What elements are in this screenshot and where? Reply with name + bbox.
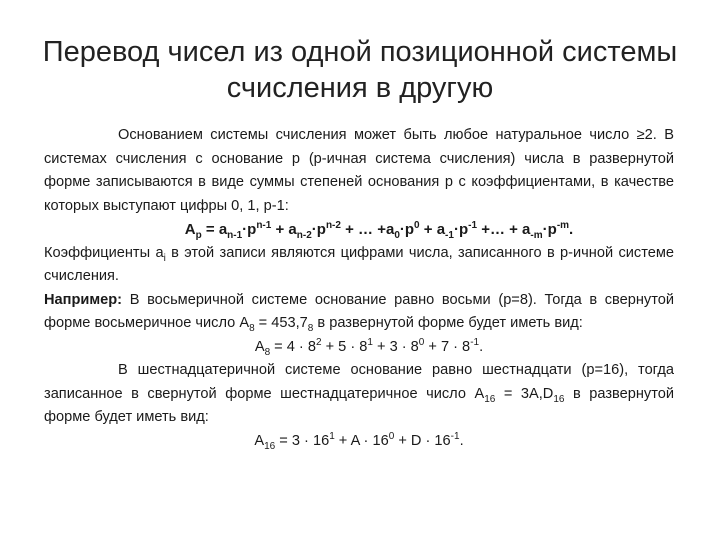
formula-sub: n-2	[296, 230, 312, 241]
formula-text: + a	[271, 221, 297, 238]
formula-exp: -m	[556, 220, 570, 231]
formula-text: + D · 16	[394, 432, 451, 449]
formula-exp: 0	[418, 336, 425, 348]
slide-title	[20, 34, 700, 106]
text-run: = 453,7	[254, 315, 308, 331]
formula-text: = 4 · 8	[270, 338, 316, 355]
text-run: в развернутой форме будет иметь вид:	[44, 385, 674, 425]
text-sub: 16	[484, 393, 496, 405]
formula-text: +… + a	[477, 221, 531, 238]
text-run: в развернутой форме будет иметь вид:	[313, 315, 583, 331]
formula-sub: -m	[530, 230, 543, 241]
formula-sub: n-1	[227, 230, 243, 241]
example-label: Например:	[44, 291, 123, 308]
formula-octal	[44, 336, 674, 360]
title-line-1: Перевод чисел из одной позиционной системы	[42, 36, 678, 68]
formula-exp: 2	[315, 336, 322, 348]
text-run: В шестнадцатеричной системе основание равно шестнадцати (р=16), тогда записанное в свернутой форме шестнадцатеричное число A	[44, 362, 674, 402]
formula-exp: n-1	[256, 220, 272, 231]
paragraph-coefficients	[44, 242, 674, 289]
formula-var: A	[254, 432, 265, 449]
formula-exp: 1	[367, 336, 373, 348]
formula-text: .	[569, 221, 574, 238]
formula-sub: -1	[445, 230, 454, 241]
formula-exp: 0	[414, 220, 420, 231]
formula-exp: n-2	[325, 220, 341, 231]
formula-text: + a	[419, 221, 446, 238]
paragraph-hex-example	[44, 359, 674, 430]
formula-exp: -1	[470, 336, 480, 348]
paragraph-base-definition: Основанием системы счисления может быть любое натуральное число ≥2. В системах счисления с основание р (р-ичная система счисления) числа в развернутой форме записываются в виде суммы степеней основания р с коэффициентами, в качестве которых выступают цифры 0, 1, р-1:	[44, 127, 674, 214]
text-sub: 8	[307, 322, 314, 334]
text-run: в этой записи являются цифрами числа, записанного в р-ичной системе счисления.	[44, 244, 674, 284]
text-run: Коэффициенты a	[44, 244, 164, 261]
formula-sub: 8	[264, 346, 271, 358]
formula-text: ·p	[453, 221, 469, 238]
formula-hex	[44, 430, 674, 454]
formula-var: A	[184, 221, 196, 238]
formula-sub: p	[195, 230, 202, 241]
text-run: = 3A,D	[495, 385, 554, 402]
formula-text: .	[479, 338, 484, 355]
text-sub: i	[163, 252, 166, 264]
formula-sub: 16	[264, 440, 276, 452]
formula-expanded-form	[44, 218, 674, 242]
text-sub: 8	[249, 322, 255, 334]
text-run: В восьмеричной системе основание равно восьми (р=8). Тогда в свернутой форме восьмеричное число A	[44, 291, 674, 331]
formula-text: ·p	[242, 221, 257, 238]
formula-text: = 3 · 16	[275, 432, 330, 449]
formula-text: ·p	[399, 221, 415, 238]
text-sub: 16	[553, 393, 565, 405]
formula-exp: 0	[388, 430, 395, 442]
formula-text: ·p	[311, 221, 326, 238]
formula-text: + A · 16	[334, 432, 389, 449]
formula-sub: 0	[394, 230, 400, 241]
formula-text: + 3 · 8	[372, 338, 419, 355]
title-line-2: счисления в другую	[226, 72, 494, 104]
formula-text: ·p	[542, 221, 557, 238]
paragraph-octal-example	[44, 289, 674, 336]
formula-exp: 1	[329, 430, 335, 442]
formula-var: A	[254, 338, 265, 355]
formula-text: + 5 · 8	[321, 338, 368, 355]
formula-text: .	[459, 432, 464, 449]
formula-text: + 7 · 8	[424, 338, 471, 355]
formula-text: + … +a	[340, 221, 395, 238]
formula-exp: -1	[468, 220, 478, 231]
formula-exp: -1	[450, 430, 460, 442]
slide-body	[44, 124, 674, 453]
formula-text: = a	[201, 221, 228, 238]
